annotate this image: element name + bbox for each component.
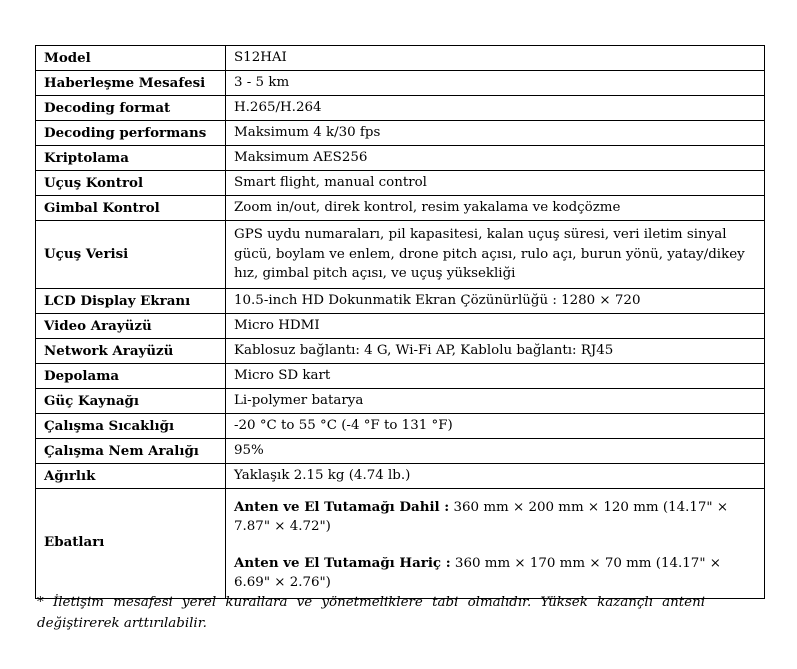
spec-value-weight: Yaklaşık 2.15 kg (4.74 lb.) bbox=[226, 463, 765, 488]
spec-label-dimensions: Ebatları bbox=[36, 488, 226, 598]
spec-label-encryption: Kriptolama bbox=[36, 146, 226, 171]
table-row bbox=[36, 338, 765, 363]
spec-label-gimbal-control: Gimbal Kontrol bbox=[36, 196, 226, 221]
table-row bbox=[36, 96, 765, 121]
spec-value-decoding-performance: Maksimum 4 k/30 fps bbox=[226, 121, 765, 146]
spec-label-operating-temperature: Çalışma Sıcaklığı bbox=[36, 413, 226, 438]
table-row bbox=[36, 438, 765, 463]
table-row bbox=[36, 363, 765, 388]
footnote: * İletişim mesafesi yerel kurallara ve yönetmeliklere tabi olmalıdır. Yüksek kazançlı anteni değiştirerek arttırılabilir. bbox=[37, 595, 705, 631]
spec-value-range: 3 - 5 km bbox=[226, 71, 765, 96]
spec-value-network-interface: Kablosuz bağlantı: 4 G, Wi-Fi AP, Kablolu bağlantı: RJ45 bbox=[226, 338, 765, 363]
table-row bbox=[36, 121, 765, 146]
spec-label-flight-control: Uçuş Kontrol bbox=[36, 171, 226, 196]
table-row bbox=[36, 71, 765, 96]
dimensions-with-antenna-value: 360 mm × 200 mm × 120 mm (14.17" × 7.87" × 4.72") bbox=[234, 499, 729, 534]
table-row bbox=[36, 221, 765, 289]
spec-value-encryption: Maksimum AES256 bbox=[226, 146, 765, 171]
dimensions-without-antenna-label: Anten ve El Tutamağı Hariç : bbox=[234, 554, 451, 571]
table-row bbox=[36, 388, 765, 413]
spec-label-network-interface: Network Arayüzü bbox=[36, 338, 226, 363]
spec-value-flight-control: Smart flight, manual control bbox=[226, 171, 765, 196]
spec-label-video-interface: Video Arayüzü bbox=[36, 313, 226, 338]
spec-value-decoding-format: H.265/H.264 bbox=[226, 96, 765, 121]
table-row bbox=[36, 171, 765, 196]
dimensions-with-antenna bbox=[234, 498, 757, 537]
spec-value-gimbal-control: Zoom in/out, direk kontrol, resim yakalama ve kodçözme bbox=[226, 196, 765, 221]
spec-label-decoding-performance: Decoding performans bbox=[36, 121, 226, 146]
spec-label-operating-humidity: Çalışma Nem Aralığı bbox=[36, 438, 226, 463]
dimensions-without-antenna-value: 360 mm × 170 mm × 70 mm (14.17" × 6.69" × 2.76") bbox=[234, 555, 721, 590]
spec-label-weight: Ağırlık bbox=[36, 463, 226, 488]
spec-label-decoding-format: Decoding format bbox=[36, 96, 226, 121]
spec-label-flight-data: Uçuş Verisi bbox=[36, 221, 226, 289]
table-row bbox=[36, 413, 765, 438]
table-row bbox=[36, 288, 765, 313]
spec-value-operating-humidity: 95% bbox=[226, 438, 765, 463]
spec-label-power-source: Güç Kaynağı bbox=[36, 388, 226, 413]
spec-value-lcd-display: 10.5-inch HD Dokunmatik Ekran Çözünürlüğü : 1280 × 720 bbox=[226, 288, 765, 313]
spec-value-video-interface: Micro HDMI bbox=[226, 313, 765, 338]
table-row bbox=[36, 196, 765, 221]
spec-value-storage: Micro SD kart bbox=[226, 363, 765, 388]
table-row bbox=[36, 463, 765, 488]
table-row bbox=[36, 313, 765, 338]
dimensions-with-antenna-label: Anten ve El Tutamağı Dahil : bbox=[234, 498, 450, 515]
dimensions-without-antenna bbox=[234, 554, 757, 593]
table-row bbox=[36, 146, 765, 171]
spec-label-range: Haberleşme Mesafesi bbox=[36, 71, 226, 96]
spec-table bbox=[35, 45, 765, 599]
spec-value-power-source: Li-polymer batarya bbox=[226, 388, 765, 413]
spec-label-lcd-display: LCD Display Ekranı bbox=[36, 288, 226, 313]
spec-value-dimensions bbox=[226, 488, 765, 598]
dimensions-spacer bbox=[234, 537, 757, 554]
spec-value-operating-temperature: -20 °C to 55 °C (-4 °F to 131 °F) bbox=[226, 413, 765, 438]
table-row bbox=[36, 488, 765, 598]
spec-label-storage: Depolama bbox=[36, 363, 226, 388]
spec-value-model: S12HAI bbox=[226, 46, 765, 71]
spec-value-flight-data: GPS uydu numaraları, pil kapasitesi, kalan uçuş süresi, veri iletim sinyal gücü, boylam ve enlem, drone pitch açısı, rulo açı, burun yönü, yatay/dikey hız, gimbal pitch açısı, ve uçuş yüksekliği bbox=[226, 221, 765, 289]
spec-label-model: Model bbox=[36, 46, 226, 71]
table-row bbox=[36, 46, 765, 71]
